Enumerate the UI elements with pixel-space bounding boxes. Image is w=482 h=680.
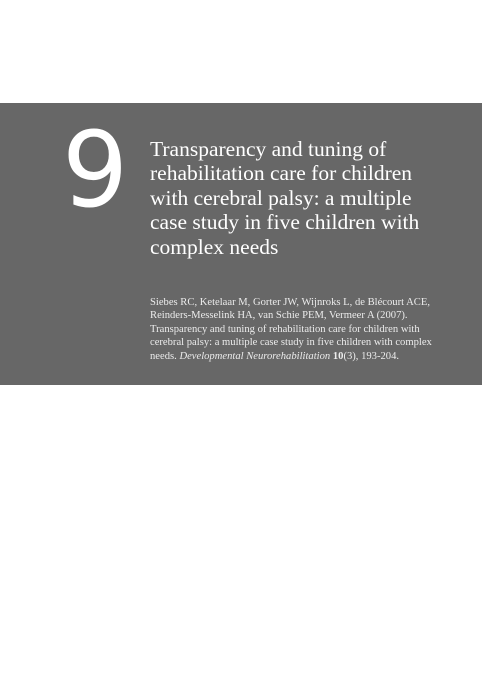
citation-volume: 10 [332, 350, 344, 362]
chapter-title: Transparency and tuning of rehabilitation care for children with cerebral palsy: a multiple case study in five children with complex needs [150, 137, 420, 259]
citation-authors: Siebes RC, Ketelaar M, Gorter JW, Wijnroks L, de Blécourt ACE, Reinders-Messelink HA, van Schie PEM, Vermeer A (2007). [150, 297, 430, 322]
chapter-number: 9 [62, 109, 127, 231]
citation-journal: Developmental Neurorehabilitation [179, 350, 331, 362]
citation [150, 296, 450, 363]
citation-article-title: Transparency and tuning of rehabilitation care for children with cerebral palsy: a multiple case study in five children with complex needs. [150, 323, 432, 362]
citation-issue-pages: (3), 193-204. [343, 350, 400, 362]
